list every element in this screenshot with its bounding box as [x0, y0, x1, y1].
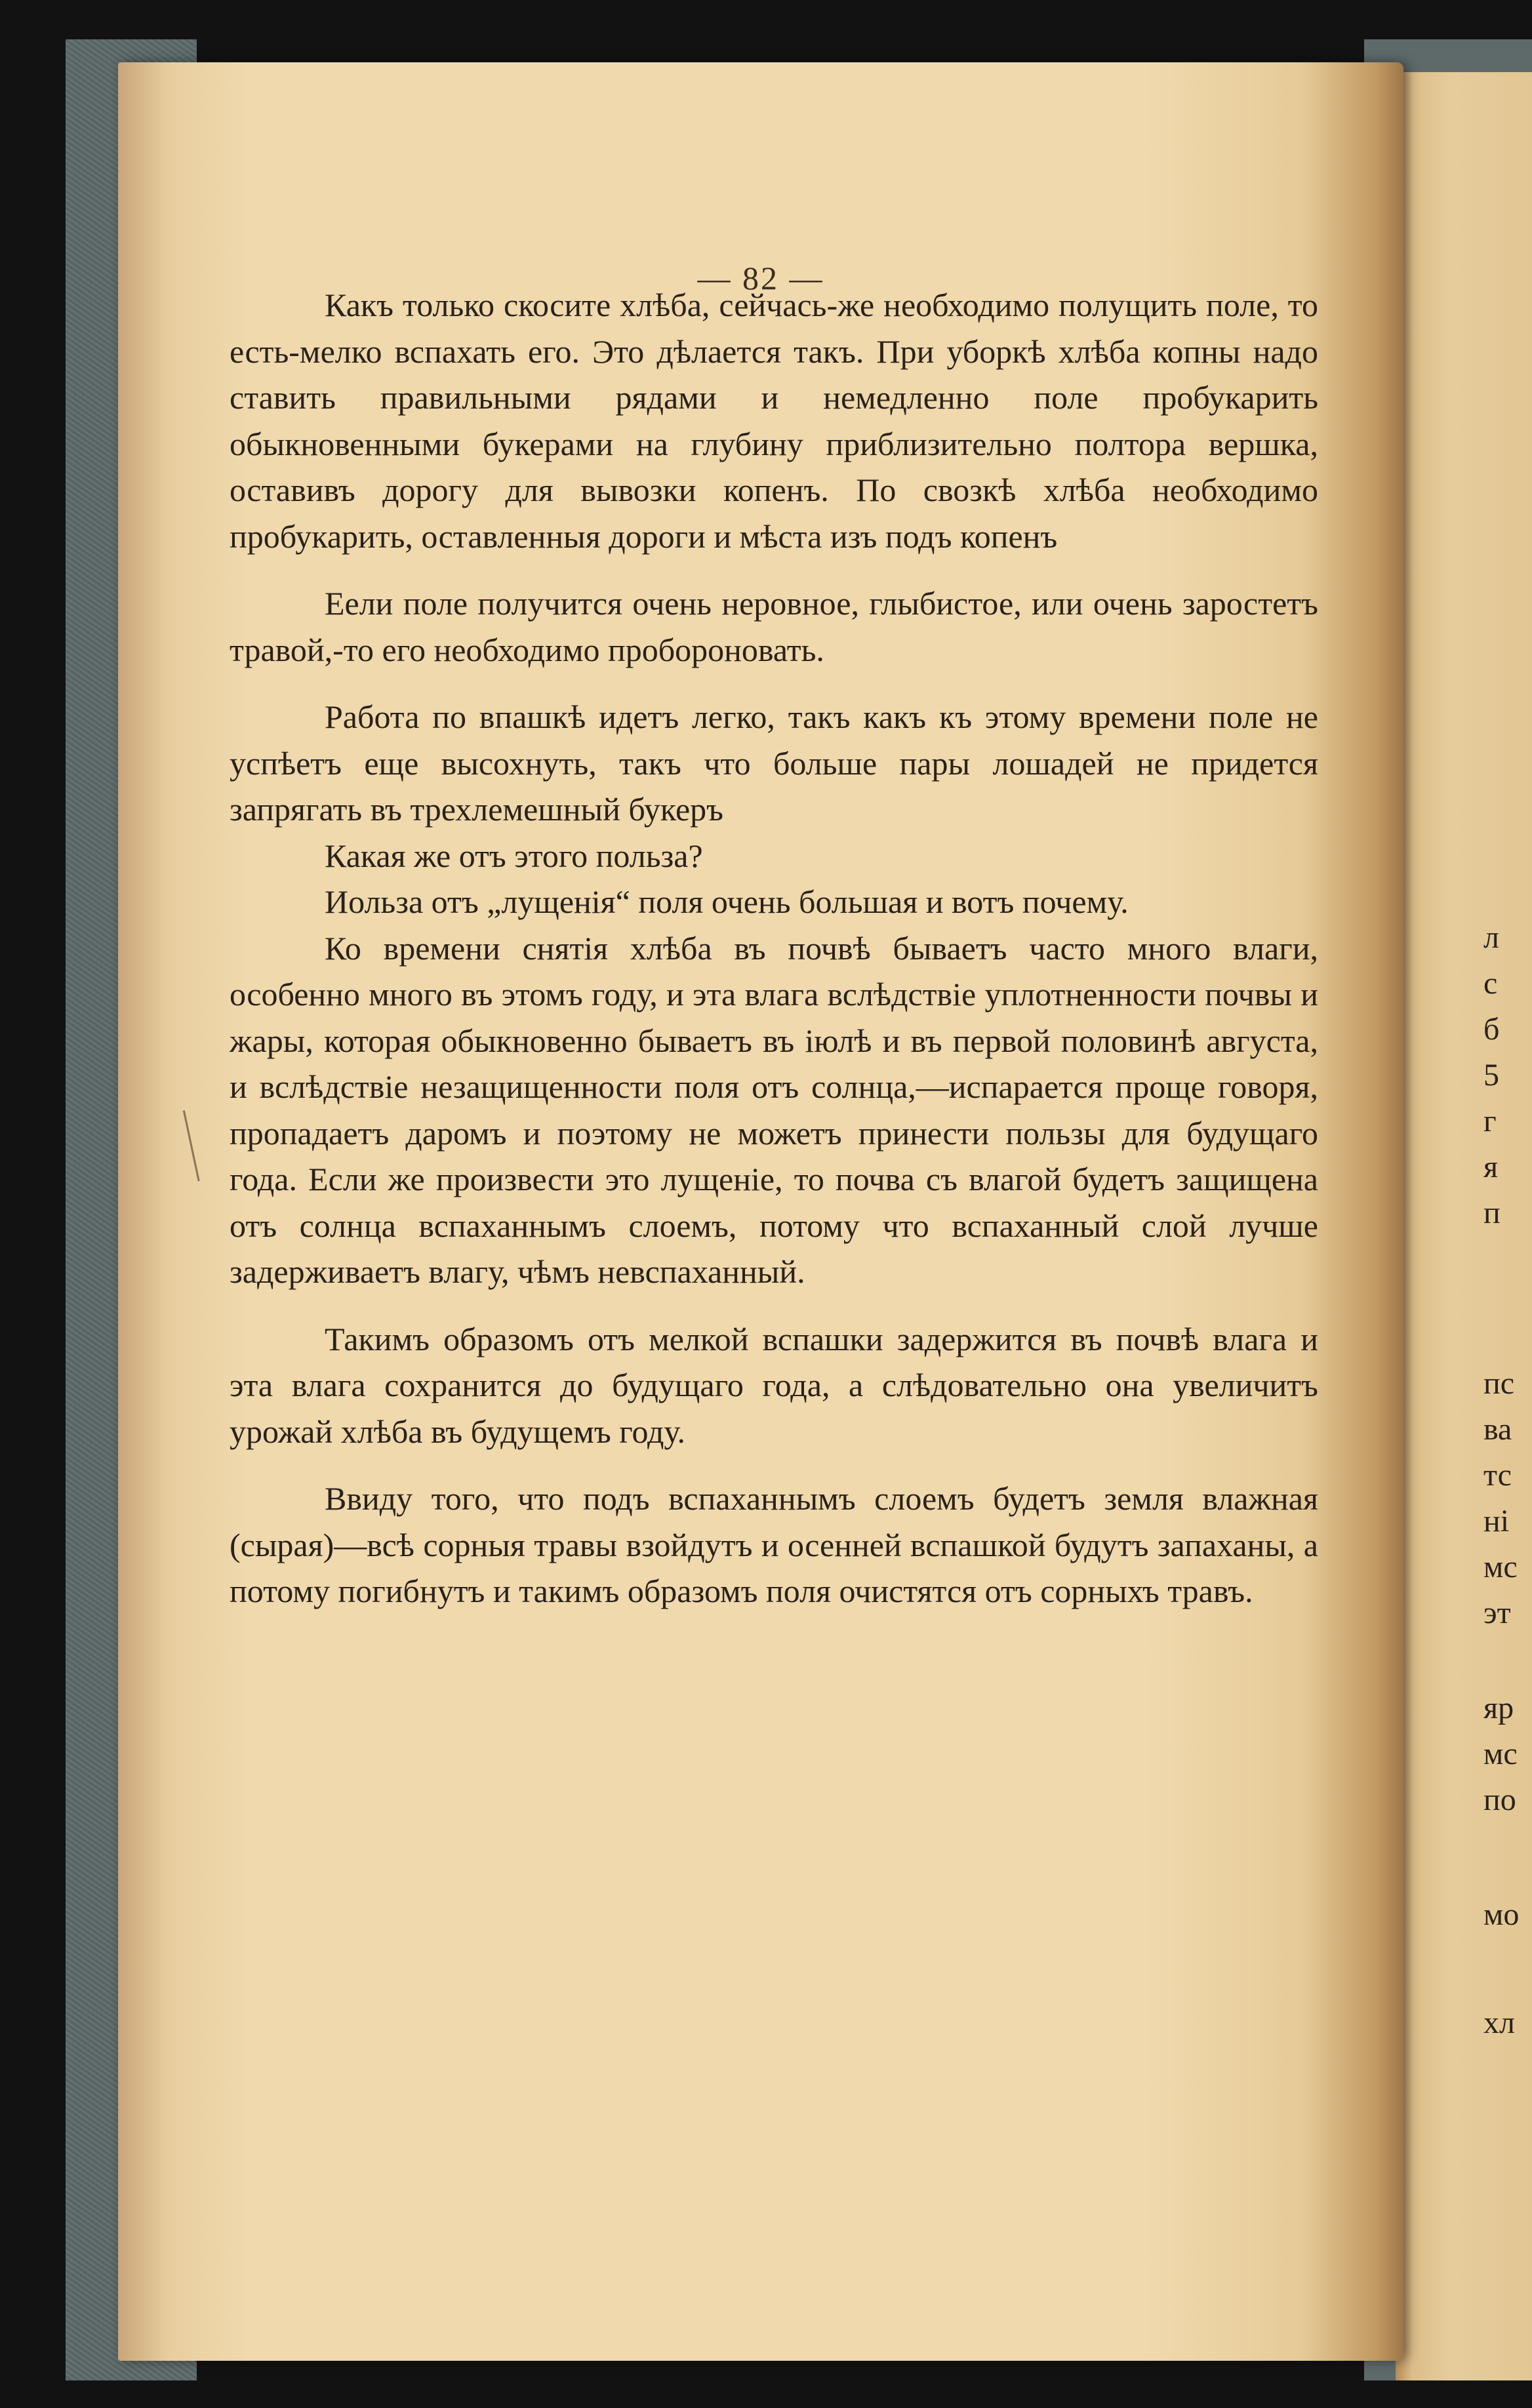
facing-page-fragment: ва: [1483, 1412, 1512, 1447]
facing-page-fragment: я: [1483, 1150, 1499, 1184]
facing-page-fragment: эт: [1483, 1595, 1511, 1630]
paragraph: Какая же отъ этого польза?: [325, 837, 703, 874]
facing-page-fragment: по: [1483, 1782, 1516, 1817]
facing-page-fragments-3: [1483, 1685, 1532, 1823]
page-number: — 82 —: [697, 260, 824, 296]
facing-page-fragments-4: [1483, 1892, 1532, 1938]
facing-page-fragment: 5: [1483, 1058, 1499, 1093]
facing-page-fragment: г: [1483, 1104, 1497, 1138]
facing-page-fragment: пс: [1483, 1366, 1514, 1401]
facing-page-fragment: яр: [1483, 1691, 1514, 1725]
facing-page-fragment: хл: [1483, 2005, 1515, 2040]
facing-page-fragments-5: [1483, 2000, 1532, 2046]
facing-page-fragment: мо: [1483, 1897, 1520, 1932]
paragraph: Какъ только скосите хлѣба, сейчась-же необходимо полущить поле, то есть-мелко вспахать его. Это дѣлается такъ. При уборкѣ хлѣба копны надо ставить правильными рядами и немедленно поле пробукарить обыкновенными букерами на глубину приблизительно полтора вершка, оставивъ дорогу для вывозки копенъ. По свозкѣ хлѣба необходимо пробукарить, оставленныя дороги и мѣста изъ подъ копенъ: [230, 287, 1318, 555]
facing-page-fragment: б: [1483, 1012, 1500, 1047]
page-body: [230, 282, 1318, 1635]
paragraph: Ввиду того, что подъ вспаханнымъ слоемъ будетъ земля влажная (сырая)—всѣ сорныя травы взойдутъ и осенней вспашкой будутъ запаханы, а потому погибнутъ и такимъ образомъ поля очистятся отъ сорныхъ травъ.: [230, 1480, 1318, 1609]
facing-page-fragment: с: [1483, 966, 1498, 1001]
facing-page-fragment: тс: [1483, 1458, 1512, 1493]
paragraph: Еели поле получится очень неровное, глыбистое, или очень заростетъ травой,-то его необходимо пробороновать.: [230, 585, 1318, 668]
paragraph: Работа по впашкѣ идетъ легко, такъ какъ къ этому времени поле не успѣетъ еще высохнуть, такъ что больше пары лошадей не придется запрягать въ трехлемешный букеръ: [230, 698, 1318, 828]
facing-page-fragment: ні: [1483, 1504, 1510, 1538]
facing-page-fragments-2: [1483, 1361, 1532, 1636]
facing-page-fragment: п: [1483, 1195, 1501, 1230]
facing-page-fragment: л: [1483, 920, 1499, 955]
facing-page-fragment: мс: [1483, 1736, 1518, 1771]
paragraph: Ко времени снятія хлѣба въ почвѣ бываетъ часто много влаги, особенно много въ этомъ году, и эта влага вслѣдствіе уплотненности почвы и жары, которая обыкновенно бываетъ въ іюлѣ и въ первой половинѣ августа, и вслѣдствіе незащищенности поля отъ солнца,—испарается проще говоря, пропадаетъ даромъ и поэтому не можетъ принести пользы для будущаго года. Если же произвести это лущеніе, то почва съ влагой будетъ защищена отъ солнца вспаханнымъ слоемъ, потому что вспаханный слой лучше задерживаетъ влагу, чѣмъ невспаханный.: [230, 929, 1318, 1290]
facing-page-fragment: мс: [1483, 1550, 1518, 1584]
facing-page-fragments-1: [1483, 915, 1532, 1236]
paragraph: Иольза отъ „лущенія“ поля очень большая и вотъ почему.: [325, 883, 1129, 920]
paragraph: Такимъ образомъ отъ мелкой вспашки задержится въ почвѣ влага и эта влага сохранится до будущаго года, а слѣдовательно она увеличитъ урожай хлѣба въ будущемъ году.: [230, 1320, 1318, 1450]
